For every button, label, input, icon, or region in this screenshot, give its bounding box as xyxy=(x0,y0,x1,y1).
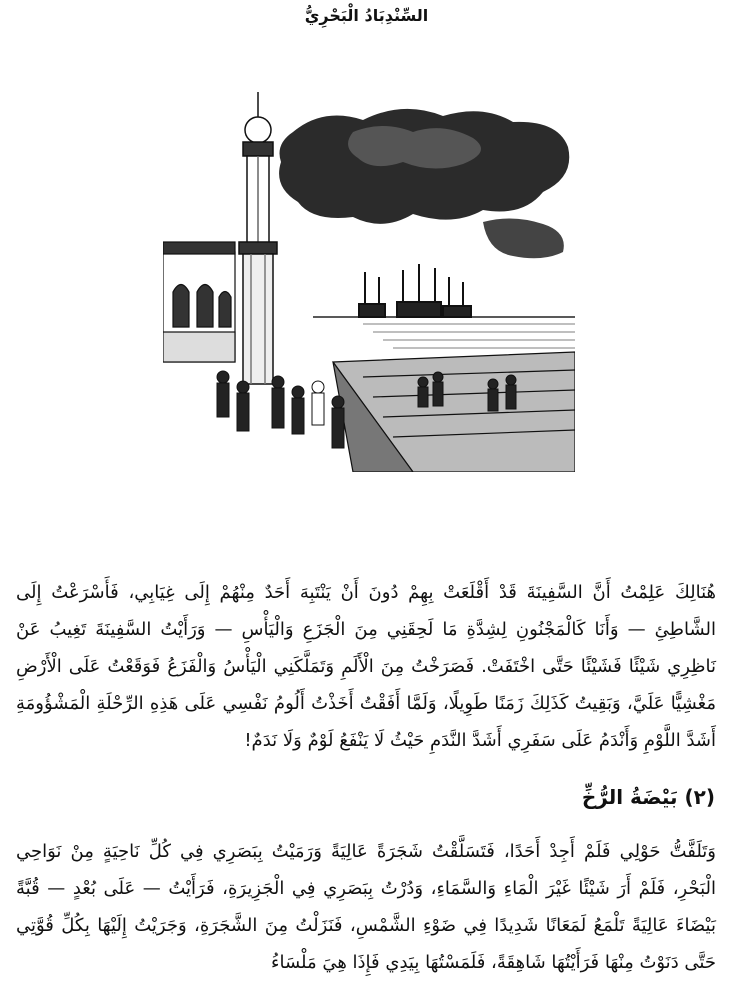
minaret xyxy=(239,92,277,384)
arched-buildings xyxy=(163,242,235,362)
body-paragraph-2: وَتَلَفَّتُّ حَوْلِي فَلَمْ أَجِدْ أَحَدًا، فَتَسَلَّقْتُ شَجَرَةً عَالِيَةً وَرَمَيْتُ بِبَصَرِي فِي كُلِّ نَاحِيَةٍ مِنْ نَوَاحِي الْبَحْرِ، فَلَمْ أَرَ شَيْئًا غَيْرَ الْمَاءِ وَالسَّمَاءِ، وَدُرْتُ بِبَصَرِي فِي الْجَزِيرَةِ، فَرَأَيْتُ — عَلَى بُعْدٍ — قُبَّةً بَيْضَاءَ عَالِيَةً تَلْمَعُ لَمَعَانًا شَدِيدًا فِي ضَوْءِ الشَّمْسِ، فَنَزَلْتُ مِنَ الشَّجَرَةِ، وَجَرَيْتُ إِلَيْهَا بِكُلِّ قُوَّتِي حَتَّى دَنَوْتُ مِنْهَا فَرَأَيْتُهَا شَاهِقَةً، فَلَمَسْتُهَا بِيَدِي فَإِذَا هِيَ مَلْسَاءُ xyxy=(16,841,716,973)
body-paragraph-1: هُنَالِكَ عَلِمْتُ أَنَّ السَّفِينَةَ قَدْ أَقْلَعَتْ بِهِمْ دُونَ أَنْ يَنْتَبِهَ أَحَدٌ مِنْهُمْ إِلَى غِيَابِي، فَأَسْرَعْتُ إِلَى الشَّاطِئِ — وَأَنَا كَالْمَجْنُونِ لِشِدَّةِ مَا لَحِقَنِي مِنَ الْجَزَعِ وَالْيَأْسِ — وَرَأَيْتُ السَّفِينَةَ تَغِيبُ عَنْ نَاظِرِي شَيْئًا فَشَيْئًا حَتَّى اخْتَفَتْ. فَصَرَخْتُ مِنَ الْأَلَمِ وَتَمَلَّكَنِي الْيَأْسُ وَالْفَزَعُ فَوَقَعْتُ عَلَى الْأَرْضِ مَغْشِيًّا عَلَيَّ، وَبَقِيتُ كَذَلِكَ زَمَنًا طَوِيلًا، وَلَمَّا أَفَقْتُ أَخَذْتُ أَلُومُ نَفْسِي عَلَى هَذِهِ الرِّحْلَةِ الْمَشْؤُومَةِ أَشَدَّ اللَّوْمِ وَأَنْدَمُ عَلَى سَفَرِي أَشَدَّ النَّدَمِ حَيْثُ لَا يَنْفَعُ لَوْمٌ وَلَا نَدَمٌ! xyxy=(16,582,716,751)
stone-quay xyxy=(333,352,575,472)
running-header: السِّنْدِبَادُ الْبَحْرِيُّ xyxy=(304,6,429,25)
cloud-mass-3 xyxy=(483,218,564,258)
harbor-engraving-image xyxy=(163,92,575,472)
ship-masts xyxy=(359,264,471,317)
sea-hatching xyxy=(363,324,575,348)
section-heading: (٢) بَيْضَةُ الرُّخِّ xyxy=(581,784,715,809)
harbor-illustration xyxy=(163,92,575,472)
